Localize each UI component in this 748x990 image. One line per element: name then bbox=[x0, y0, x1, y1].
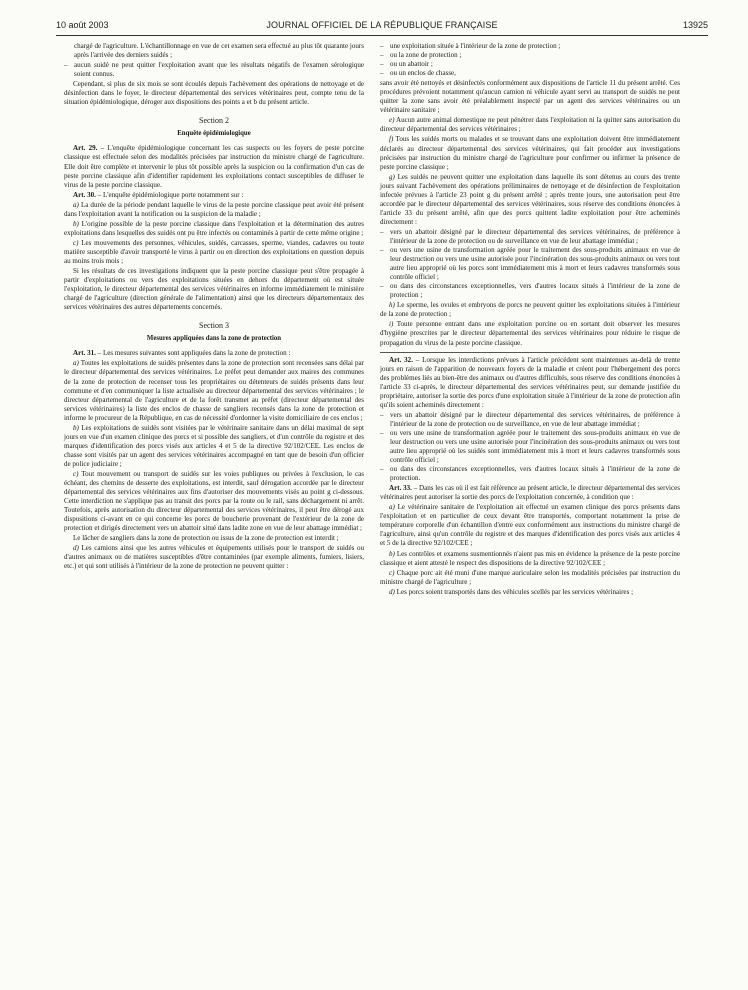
item-a bbox=[380, 503, 680, 548]
item-i bbox=[380, 320, 680, 347]
dash-list bbox=[64, 61, 364, 79]
item-d bbox=[380, 588, 680, 597]
article-label: Art. 31. bbox=[73, 349, 96, 358]
article-label: Art. 29. bbox=[73, 144, 98, 153]
section-2-title: Section 2 bbox=[199, 116, 229, 126]
item-letter: c) bbox=[73, 469, 79, 478]
article-text: Les mesures suivantes sont appliquées dans la zone de protection : bbox=[102, 349, 291, 358]
item-a bbox=[64, 359, 364, 422]
item-b bbox=[380, 550, 680, 568]
left-column bbox=[64, 42, 364, 572]
item-letter: g) bbox=[389, 172, 395, 181]
item-text: Les contrôles et examens susmentionnés n'aient pas mis en évidence la présence de la peste porcine classique et aient attesté le respect des dispositions de la directive 92/102/CEE ; bbox=[380, 549, 681, 567]
item-letter: c) bbox=[73, 238, 79, 247]
list-item: – ou un abattoir ; bbox=[380, 60, 680, 69]
item-text: Le sperme, les ovules et embryons de porcs ne peuvent quitter les exploitations situées à l'intérieur de la zone de protection ; bbox=[380, 301, 681, 319]
item-letter: d) bbox=[73, 544, 79, 553]
item-text: Les camions ainsi que les autres véhicules et équipements utilisés pour le transport de suidés ou d'autres animaux ou de matières susceptibles d'être contaminées (par exemple aliments, fumiers, lisiers, etc.) et qui sont utilisés à l'intérieur de la zone de protection ne peuvent quitter : bbox=[64, 544, 364, 571]
section-2-subtitle: Enquête épidémiologique bbox=[177, 130, 251, 138]
article-33: Art. 33. – Dans les cas où il est fait référence au présent article, le directeur départemental des services vétérinaires peut autoriser la sortie des porcs de l'exploitation concernée, à condition que : bbox=[380, 484, 681, 502]
item-text: Les mouvements des personnes, véhicules, suidés, carcasses, sperme, viandes, cadavres ou toute matière susceptible d'avoir transporté le virus à partir ou en direction des exploitations en question depuis au moins trois mois ; bbox=[64, 238, 365, 265]
item-text: Chaque porc ait été muni d'une marque auriculaire selon les modalités précisées par instruction du ministre chargé de l'agriculture ; bbox=[380, 568, 680, 586]
item-e bbox=[380, 116, 680, 134]
article-29: Art. 29. – L'enquête épidémiologique concernant les cas suspects ou les foyers de peste porcine classique est effectuée selon des modalités précisées par instruction du ministre chargé de l'agriculture. Elle doit être complète et intervenir le plus tôt possible après la suspicion ou la confirmation d'un cas de peste porcine classique afin d'identifier rapidement les exploitations contact susceptibles de diffuser le virus de la peste porcine classique. bbox=[64, 144, 364, 189]
item-letter: b) bbox=[73, 423, 79, 432]
item-g bbox=[380, 173, 680, 227]
article-text: Dans les cas où il est fait référence au présent article, le directeur départemental des services vétérinaires peut autoriser la sortie des porcs de l'exploitation concernée, à condition que : bbox=[380, 484, 681, 502]
item-b bbox=[64, 424, 364, 469]
paragraph: Si les résultats de ces investigations indiquent que la peste porcine classique peut s'être propagée à partir d'exploitations ou vers des exploitations situées en dehors du département où est située l'exploitation, le directeur départemental des services vétérinaires en informe immédiatement le ministère chargé de l'agriculture (direction générale de l'alimentation) ainsi que les directeurs départementaux des services vétérinaires des autres départements concernés. bbox=[64, 267, 364, 312]
item-letter: i) bbox=[389, 320, 394, 329]
item-letter: c) bbox=[389, 568, 395, 577]
article-label: Art. 30. bbox=[73, 190, 96, 199]
list-item: – ou vers une usine de transformation agréée pour le traitement des sous-produits animaux en vue de leur destruction ou vers une usine autorisée pour l'incinération des sous-produits animaux ou vers tout autre lieu approprié où les porcs sont immédiatement mis à mort et leurs cadavres transformés sous contrôle officiel ; bbox=[380, 246, 680, 282]
item-h bbox=[380, 301, 680, 319]
item-text: Tous les suidés morts ou malades et se trouvant dans une exploitation doivent être immédiatement déclarés au directeur départemental des services vétérinaires, qui fait procéder aux investigations précisées par instruction du ministre chargé de l'agriculture pour confirmer ou infirmer la présence de peste porcine classique ; bbox=[380, 135, 680, 171]
list-item: – ou vers une usine de transformation agréée pour le traitement des sous-produits animaux en vue de leur destruction ou vers une usine autorisée pour l'incinération des sous-produits animaux ou vers tout autre lieu approprié où les suidés sont immédiatement mis à mort et leurs cadavres transformés sous contrôle officiel ; bbox=[380, 429, 680, 465]
list-item: – vers un abattoir désigné par le directeur départemental des services vétérinaires, de préférence à l'intérieur de la zone de protection ou de surveillance, en vue de leur abattage immédiat ; bbox=[380, 411, 680, 429]
item-a bbox=[64, 201, 364, 219]
list-item: – ou la zone de protection ; bbox=[380, 51, 680, 60]
list-item: – vers un abattoir désigné par le directeur départemental des services vétérinaires, de préférence à l'intérieur de la zone de protection ou de surveillance en vue de leur abattage immédiat ; bbox=[380, 228, 680, 246]
article-32: Art. 32. – Lorsque les interdictions prévues à l'article précédent sont maintenues au-delà de trente jours en raison de l'apparition de nouveaux foyers de la maladie et créent pour l'hébergement des porcs des problèmes liés au bien-être des animaux ou d'autres difficultés, sous réserve des conditions énoncées à l'article 33 ci-après, le directeur départemental des services vétérinaires peut, sur demande justifiée du propriétaire, autoriser la sortie des porcs d'une exploitation située à l'intérieur de la zone de protection afin qu'ils soient acheminés directement : bbox=[380, 355, 680, 409]
paragraph: Le lâcher de sangliers dans la zone de protection ou issus de la zone de protection est interdit ; bbox=[73, 534, 339, 543]
item-letter: e) bbox=[389, 116, 395, 125]
item-letter: d) bbox=[389, 587, 395, 596]
dash-list bbox=[380, 228, 680, 300]
item-letter: b) bbox=[73, 219, 79, 228]
item-f bbox=[380, 135, 680, 171]
section-3-subtitle: Mesures appliquées dans la zone de protection bbox=[146, 335, 282, 343]
item-text: Le vétérinaire sanitaire de l'exploitation ait effectué un examen clinique des porcs présents dans l'exploitation et en particulier de ceux devant être transportés, comportant notamment la prise de température corporelle d'un échantillon d'entre eux conformément aux instructions du ministre chargé de l'agriculture, ainsi qu'un contrôle du registre et des marques d'identification des porcs visés aux articles 4 et 5 de la directive 92/102/CEE ; bbox=[380, 503, 680, 548]
dash-list bbox=[380, 42, 680, 78]
item-text: Les exploitations de suidés sont visitées par le vétérinaire sanitaire dans un délai maximal de sept jours en vue d'un examen clinique des porcs et si possible des sangliers, et d'un contrôle du registre et des marques d'identification des porcs visés aux articles 4 et 5 de la directive 92/102/CEE. Les enclos de chasse sont visités par un agent des services vétérinaires accompagné en tant que de besoin d'un officier de police judiciaire ; bbox=[64, 423, 364, 468]
article-text: L'enquête épidémiologique concernant les cas suspects ou les foyers de peste porcine classique est effectuée selon des modalités précisées par instruction du ministre chargé de l'agriculture. Elle doit être complète et intervenir le plus tôt possible après la suspicion ou la confirmation d'un cas de peste porcine classique afin d'identifier rapidement les exploitations contact susceptibles de diffuser le virus de la peste porcine classique. bbox=[64, 144, 364, 189]
paragraph: chargé de l'agriculture. L'échantillonnage en vue de cet examen sera effectué au plus tôt quarante jours après l'arrivée des derniers suidés ; bbox=[74, 42, 364, 60]
item-letter: a) bbox=[73, 359, 79, 368]
item-letter: h) bbox=[389, 301, 395, 310]
list-item: – ou un enclos de chasse, bbox=[380, 69, 680, 78]
dash-list bbox=[380, 411, 680, 483]
header-date: 10 août 2003 bbox=[56, 20, 109, 30]
list-item: – ou dans des circonstances exceptionnelles, vers d'autres locaux situés à l'intérieur de la zone de protection. bbox=[380, 465, 680, 483]
item-c bbox=[64, 470, 364, 533]
article-31: Art. 31. – Les mesures suivantes sont appliquées dans la zone de protection : bbox=[73, 349, 291, 358]
item-text: L'origine possible de la peste porcine classique dans l'exploitation et la détermination des autres exploitations dans lesquelles des suidés ont pu être infectés ou contaminés à partir de cette même origine ; bbox=[64, 219, 365, 237]
item-c bbox=[380, 569, 680, 587]
header-rule bbox=[56, 35, 708, 36]
page-header bbox=[56, 20, 708, 34]
article-label: Art. 33. bbox=[389, 484, 412, 493]
article-separator bbox=[380, 352, 680, 353]
right-column bbox=[380, 42, 680, 598]
header-page-number: 13925 bbox=[682, 20, 708, 30]
article-30: Art. 30. – L'enquête épidémiologique porte notamment sur : bbox=[73, 190, 244, 199]
article-text: L'enquête épidémiologique porte notamment sur : bbox=[102, 190, 244, 199]
list-item: – ou dans des circonstances exceptionnelles, vers d'autres locaux situés à l'intérieur de la zone de protection ; bbox=[380, 282, 680, 300]
item-letter: f) bbox=[389, 135, 394, 144]
list-item: – une exploitation située à l'intérieur de la zone de protection ; bbox=[380, 42, 680, 51]
item-letter: a) bbox=[389, 503, 395, 512]
item-letter: a) bbox=[73, 200, 79, 209]
paragraph: Cependant, si plus de six mois se sont écoulés depuis l'achèvement des opérations de nettoyage et de désinfection dans le foyer, le directeur départemental des services vétérinaires peut, compte tenu de la situation épidémiologique, déroger aux dispositions des points a et b du présent article. bbox=[64, 80, 364, 107]
item-text: Aucun autre animal domestique ne peut pénétrer dans l'exploitation ni la quitter sans autorisation du directeur départemental des services vétérinaires ; bbox=[380, 116, 680, 134]
item-text: Les suidés ne peuvent quitter une exploitation dans laquelle ils sont détenus au cours des trente jours suivant l'achèvement des opérations préliminaires de nettoyage et de désinfection de l'exploitation infectée prévues à l'article 23 point g du présent arrêté ; après trente jours, une autorisation peut être accordée par le directeur départemental des services vétérinaires, sous réserve des conditions énoncées à l'article 33 du présent arrêté, afin que des porcs quittent ladite exploitation pour être acheminés directement : bbox=[380, 172, 680, 226]
item-text: Les porcs soient transportés dans des véhicules scellés par les services vétérinaires ; bbox=[396, 587, 634, 596]
item-b bbox=[64, 220, 364, 238]
item-c bbox=[64, 239, 364, 266]
article-text: Lorsque les interdictions prévues à l'article précédent sont maintenues au-delà de trente jours en raison de l'apparition de nouveaux foyers de la maladie et créent pour l'hébergement des porcs des problèmes liés au bien-être des animaux ou d'autres difficultés, sous réserve des conditions énoncées à l'article 33 ci-après, le directeur départemental des services vétérinaires peut, sur demande justifiée du propriétaire, autoriser la sortie des porcs d'une exploitation située à l'intérieur de la zone de protection afin qu'ils soient acheminés directement : bbox=[380, 355, 680, 409]
section-3-title: Section 3 bbox=[199, 321, 229, 331]
item-text: Toutes les exploitations de suidés présentes dans la zone de protection sont recensées sans délai par le directeur départemental des services vétérinaires. Le préfet peut demander aux maires des communes de la zone de protection de recenser tous les propriétaires ou détenteurs de suidés présents dans leur commune et d'en communiquer la liste actualisée au directeur départemental des services vétérinaires ; le directeur départemental de l'agriculture et de la forêt transmet au préfet (directeur départemental des services vétérinaires) la liste des enclos de chasse de sangliers recensés dans la zone de protection et informe le procureur de la République, en cas de nécessité d'ordonner la visite domiciliaire de ces enclos ; bbox=[64, 359, 364, 422]
item-letter: b) bbox=[389, 549, 395, 558]
item-text: La durée de la période pendant laquelle le virus de la peste porcine classique peut avoir été présent dans l'exploitation avant la notification ou la suspicion de la maladie ; bbox=[64, 200, 364, 218]
header-title: JOURNAL OFFICIEL DE LA RÉPUBLIQUE FRANÇAISE bbox=[266, 20, 498, 30]
paragraph: sans avoir été nettoyés et désinfectés conformément aux dispositions de l'article 11 du présent arrêté. Ces procédures prévoient notamment qu'aucun camion ni véhicule ayant servi au transport de suidés ne peut quitter la zone sans avoir été préalablement inspecté par un agent des services vétérinaires ou un vétérinaire sanitaire ; bbox=[380, 79, 680, 115]
item-d bbox=[64, 544, 364, 571]
article-label: Art. 32. bbox=[389, 355, 413, 364]
list-item: – aucun suidé ne peut quitter l'exploitation avant que les résultats négatifs de l'examen sérologique soient connus. bbox=[64, 61, 364, 79]
item-text: Tout mouvement ou transport de suidés sur les voies publiques ou privées à l'exclusion, le cas échéant, des chemins de desserte des exploitations, est interdit, sauf dérogation accordée par le directeur départemental des services vétérinaires aux fins d'autoriser des mouvements visés au point g ci-dessous. Cette interdiction ne s'applique pas au transit des porcs par la route ou le rail, sans déchargement ni arrêt. Toutefois, après autorisation du directeur départemental des services vétérinaires, il peut être dérogé aux dispositions ci-avant en ce qui concerne les porcs de boucherie provenant de l'extérieur de la zone de protection et dirigés directement vers un abattoir situé dans ladite zone en vue de leur abattage immédiat ; bbox=[64, 469, 365, 533]
item-text: Toute personne entrant dans une exploitation porcine ou en sortant doit observer les mesures d'hygiène prescrites par le directeur départemental des services vétérinaires pour réduire le risque de propagation du virus de la peste porcine classique. bbox=[380, 320, 680, 347]
